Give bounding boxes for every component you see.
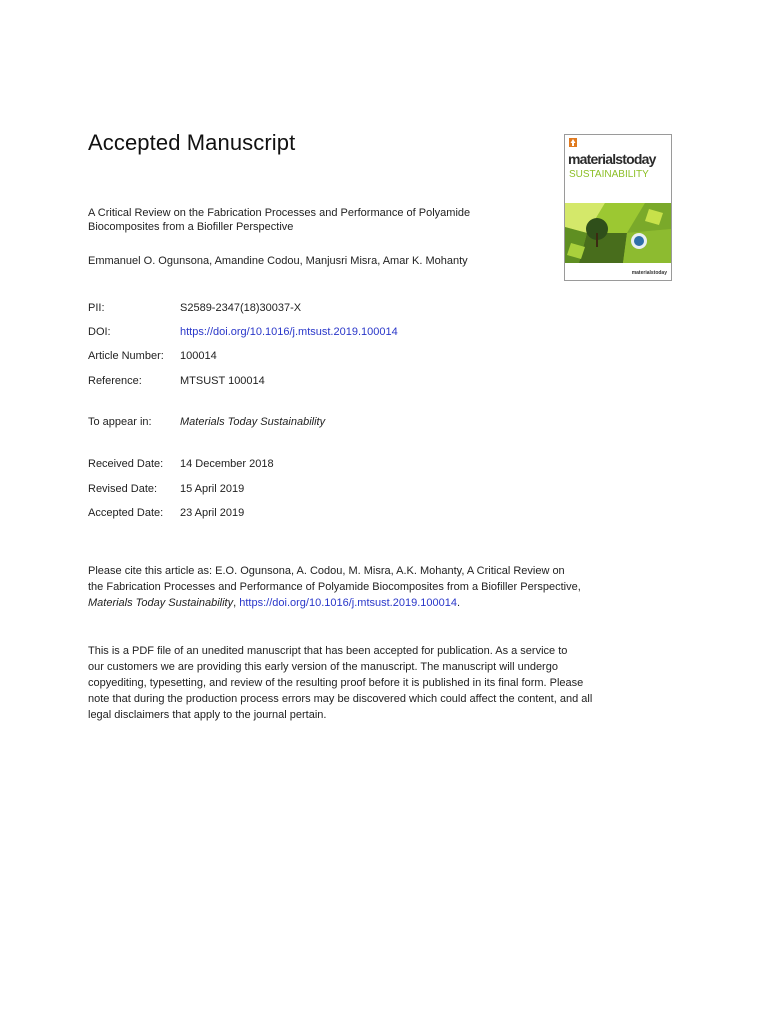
citation-end: . [456, 597, 461, 609]
cover-artwork-image [565, 203, 671, 263]
disclaimer-line-5: legal disclaimers that apply to the journal pertain. [88, 709, 327, 721]
meta-received-label: Received Date: [88, 458, 164, 470]
meta-accepted-value: 23 April 2019 [180, 507, 245, 519]
meta-article-number [88, 350, 217, 362]
disclaimer-line-1: This is a PDF file of an unedited manuscript that has been accepted for publication. As a service to [88, 645, 568, 657]
article-title [88, 206, 538, 234]
meta-revised-value: 15 April 2019 [180, 483, 245, 495]
disclaimer-paragraph [88, 643, 668, 723]
meta-doi-label: DOI: [88, 326, 111, 338]
cover-title-main: materialstoday [568, 151, 656, 167]
meta-received-value: 14 December 2018 [180, 458, 274, 470]
meta-pii-label: PII: [88, 302, 105, 314]
disclaimer-line-3: copyediting, typesetting, and review of the resulting proof before it is published in its final form. Please [88, 677, 584, 689]
publisher-logo-icon [569, 138, 577, 147]
meta-to-appear [88, 416, 325, 428]
citation-separator: , [233, 597, 240, 609]
journal-cover [564, 134, 672, 281]
article-title-line-1: A Critical Review on the Fabrication Processes and Performance of Polyamide [88, 207, 471, 219]
meta-journal-name: Materials Today Sustainability [180, 416, 326, 428]
citation-line-3 [88, 595, 668, 611]
meta-accepted-label: Accepted Date: [88, 507, 164, 519]
meta-doi-link[interactable]: https://doi.org/10.1016/j.mtsust.2019.100014 [180, 326, 398, 338]
meta-article-number-label: Article Number: [88, 350, 164, 362]
meta-article-number-value: 100014 [180, 350, 217, 362]
meta-revised-label: Revised Date: [88, 483, 158, 495]
citation-journal: Materials Today Sustainability [88, 597, 234, 609]
author-list: Emmanuel O. Ogunsona, Amandine Codou, Manjusri Misra, Amar K. Mohanty [88, 255, 468, 267]
meta-accepted-date [88, 507, 244, 519]
meta-reference-label: Reference: [88, 375, 142, 387]
disclaimer-line-4: note that during the production process errors may be discovered which could affect the content, and all [88, 693, 593, 705]
page-heading: Accepted Manuscript [88, 130, 296, 155]
meta-pii-value: S2589-2347(18)30037-X [180, 302, 302, 314]
citation-line-2: the Fabrication Processes and Performance of Polyamide Biocomposites from a Biofiller Perspective, [88, 581, 581, 593]
meta-revised-date [88, 483, 244, 495]
meta-to-appear-label: To appear in: [88, 416, 152, 428]
meta-reference [88, 375, 265, 387]
meta-doi [88, 326, 398, 338]
meta-received-date [88, 458, 274, 470]
citation-line-1: Please cite this article as: E.O. Ogunsona, A. Codou, M. Misra, A.K. Mohanty, A Critical Review on [88, 565, 565, 577]
citation-paragraph [88, 563, 668, 611]
cover-footer-brand: materialstoday [631, 270, 667, 276]
disclaimer-line-2: our customers we are providing this early version of the manuscript. The manuscript will undergo [88, 661, 558, 673]
cover-title-sub: SUSTAINABILITY [569, 169, 649, 180]
article-title-line-2: Biocomposites from a Biofiller Perspective [88, 221, 294, 233]
citation-doi-link[interactable]: https://doi.org/10.1016/j.mtsust.2019.100014 [239, 597, 457, 609]
meta-reference-value: MTSUST 100014 [180, 375, 265, 387]
meta-pii [88, 302, 301, 314]
